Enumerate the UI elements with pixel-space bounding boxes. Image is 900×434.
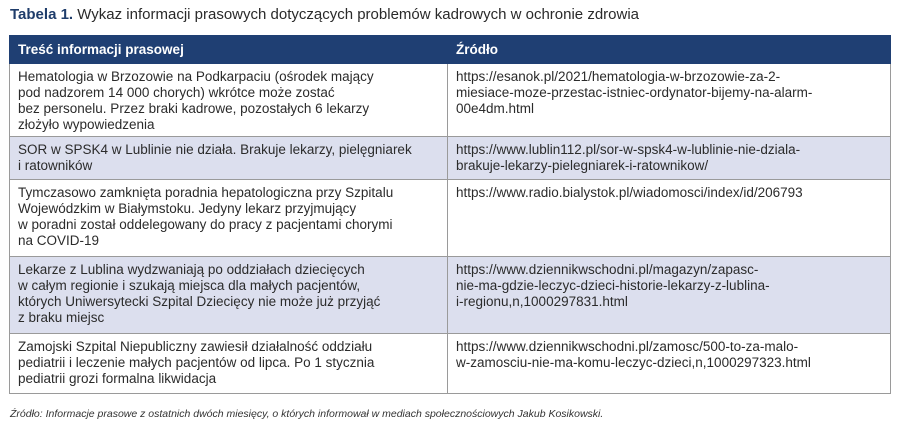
table-caption (10, 6, 639, 23)
table-row (10, 257, 891, 334)
info-cell: SOR w SPSK4 w Lublinie nie działa. Brakuje lekarzy, pielęgniarek i ratowników (10, 137, 448, 180)
column-header-info: Treść informacji prasowej (10, 36, 448, 64)
source-cell: https://www.dziennikwschodni.pl/magazyn/zapasc- nie-ma-gdzie-leczyc-dzieci-historie-lekarzy-z-lublina- i-regionu,n,1000297831.html (448, 257, 891, 334)
table-footnote: Źródło: Informacje prasowe z ostatnich dwóch miesięcy, o których informował w mediach społecznościowych Jakub Kosikowski. (10, 408, 604, 420)
table-row (10, 180, 891, 257)
source-cell: https://www.lublin112.pl/sor-w-spsk4-w-lublinie-nie-dziala- brakuje-lekarzy-pielegniarek-i-ratownikow/ (448, 137, 891, 180)
table-header-row (10, 36, 891, 64)
info-cell: Hematologia w Brzozowie na Podkarpaciu (ośrodek mający pod nadzorem 14 000 chorych) wkrótce może zostać bez personelu. Przez braki kadrowe, pozostałych 6 lekarzy złożyło wypowiedzenia (10, 64, 448, 137)
table-row (10, 64, 891, 137)
info-cell: Lekarze z Lublina wydzwaniają po oddziałach dziecięcych w całym regionie i szukają miejsca dla małych pacjentów, których Uniwersytecki Szpital Dziecięcy nie może już przyjąć z braku miejsc (10, 257, 448, 334)
table-row (10, 334, 891, 394)
source-cell: https://esanok.pl/2021/hematologia-w-brzozowie-za-2- miesiace-moze-przestac-istniec-ordynator-bijemy-na-alarm- 00e4dm.html (448, 64, 891, 137)
info-cell: Zamojski Szpital Niepubliczny zawiesił działalność oddziału pediatrii i leczenie małych pacjentów od lipca. Po 1 stycznia pediatrii grozi formalna likwidacja (10, 334, 448, 394)
caption-text: Wykaz informacji prasowych dotyczących problemów kadrowych w ochronie zdrowia (73, 6, 640, 23)
caption-label: Tabela 1. (10, 6, 74, 23)
info-cell: Tymczasowo zamknięta poradnia hepatologiczna przy Szpitalu Wojewódzkim w Białymstoku. Jedyny lekarz przyjmujący w poradni został oddelegowany do pracy z pacjentami chorymi na COVID-19 (10, 180, 448, 257)
table-row (10, 137, 891, 180)
column-header-source: Źródło (448, 36, 891, 64)
source-cell: https://www.dziennikwschodni.pl/zamosc/500-to-za-malo- w-zamosciu-nie-ma-komu-leczyc-dzieci,n,1000297323.html (448, 334, 891, 394)
press-info-table (9, 35, 891, 394)
source-cell: https://www.radio.bialystok.pl/wiadomosci/index/id/206793 (448, 180, 891, 257)
